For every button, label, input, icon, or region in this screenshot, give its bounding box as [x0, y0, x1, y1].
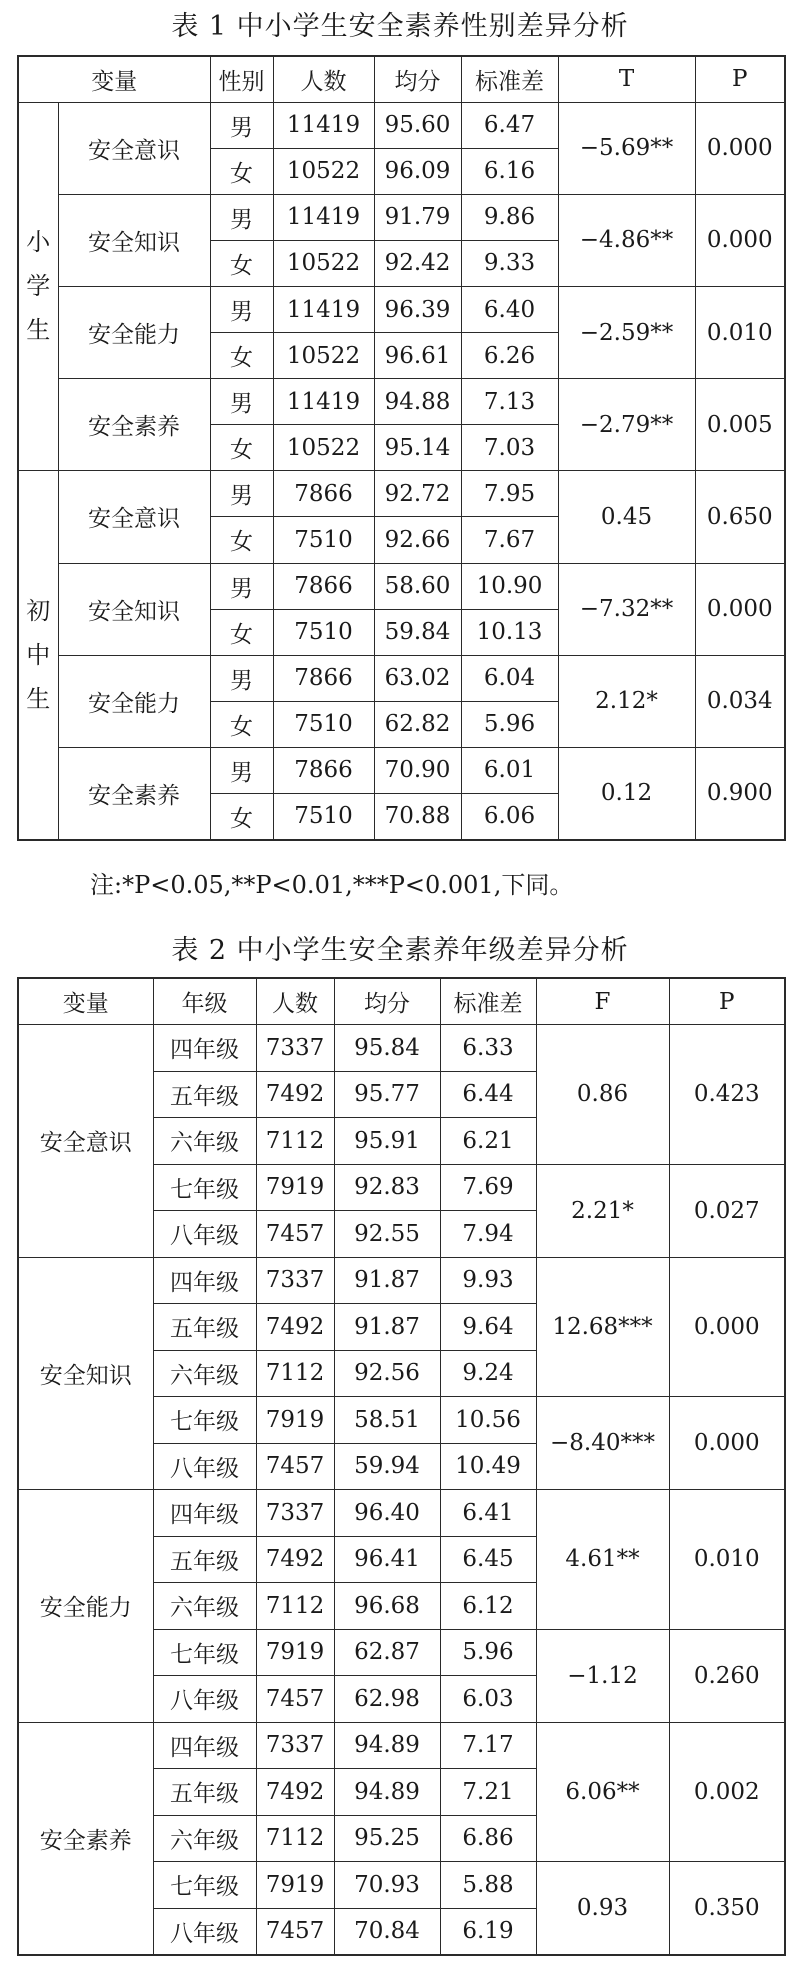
p-value: 0.350 — [669, 1862, 785, 1955]
table-row — [18, 102, 785, 148]
table-cell: 女 — [210, 609, 273, 655]
variable-label: 安全意识 — [58, 102, 210, 194]
table-cell: 95.84 — [334, 1025, 440, 1072]
table-cell: 7492 — [256, 1304, 334, 1351]
table-cell: 95.14 — [374, 425, 461, 471]
header-cell: F — [536, 978, 669, 1025]
table-cell: 63.02 — [374, 655, 461, 701]
table-cell: 96.39 — [374, 286, 461, 332]
table-cell: 7112 — [256, 1583, 334, 1630]
table-cell: 92.72 — [374, 471, 461, 517]
variable-label: 安全意识 — [18, 1025, 153, 1258]
t-value: −4.86** — [558, 194, 695, 286]
table-cell: 男 — [210, 471, 273, 517]
gender-difference-table — [17, 55, 786, 841]
table-cell: 七年级 — [153, 1397, 256, 1444]
p-value: 0.000 — [695, 102, 785, 194]
table-cell: 6.06 — [461, 794, 558, 840]
header-cell: 人数 — [256, 978, 334, 1025]
group-label: 小 学 生 — [18, 102, 58, 471]
table-cell: 7337 — [256, 1025, 334, 1072]
table-cell: 女 — [210, 701, 273, 747]
table-cell: 92.55 — [334, 1211, 440, 1258]
table-cell: 7337 — [256, 1257, 334, 1304]
table-cell: 7457 — [256, 1908, 334, 1955]
table-cell: 七年级 — [153, 1629, 256, 1676]
header-cell: P — [669, 978, 785, 1025]
header-cell: T — [558, 56, 695, 102]
table-cell: 62.87 — [334, 1629, 440, 1676]
table-cell: 四年级 — [153, 1025, 256, 1072]
table-cell: 94.89 — [334, 1769, 440, 1816]
table-cell: 7510 — [273, 701, 374, 747]
table-cell: 7492 — [256, 1536, 334, 1583]
table-cell: 92.66 — [374, 517, 461, 563]
table1-title: 表 1 中小学生安全素养性别差异分析 — [171, 11, 629, 42]
p-value: 0.260 — [669, 1629, 785, 1722]
table-cell: 10522 — [273, 148, 374, 194]
header-cell: P — [695, 56, 785, 102]
variable-label: 安全能力 — [58, 655, 210, 747]
f-value: 0.86 — [536, 1025, 669, 1165]
table-row — [18, 194, 785, 240]
table-cell: 70.88 — [374, 794, 461, 840]
p-value: 0.027 — [669, 1164, 785, 1257]
table-cell: 95.77 — [334, 1071, 440, 1118]
table-cell: 6.01 — [461, 747, 558, 793]
p-value: 0.002 — [669, 1722, 785, 1862]
table-cell: 7.17 — [440, 1722, 536, 1769]
table-row — [18, 379, 785, 425]
table-cell: 58.60 — [374, 563, 461, 609]
p-value: 0.423 — [669, 1025, 785, 1165]
table-cell: 七年级 — [153, 1164, 256, 1211]
table-cell: 四年级 — [153, 1490, 256, 1537]
table-cell: 9.86 — [461, 194, 558, 240]
p-value: 0.000 — [669, 1397, 785, 1490]
table-cell: 6.44 — [440, 1071, 536, 1118]
table-cell: 10522 — [273, 425, 374, 471]
table-cell: 男 — [210, 379, 273, 425]
t-value: 2.12* — [558, 655, 695, 747]
table-cell: 7457 — [256, 1676, 334, 1723]
table-cell: 96.09 — [374, 148, 461, 194]
table-cell: 59.94 — [334, 1443, 440, 1490]
p-value: 0.000 — [695, 563, 785, 655]
table-cell: 7919 — [256, 1164, 334, 1211]
group-label: 初 中 生 — [18, 471, 58, 840]
table-cell: 62.82 — [374, 701, 461, 747]
table-cell: 58.51 — [334, 1397, 440, 1444]
table-cell: 11419 — [273, 286, 374, 332]
table-cell: 7919 — [256, 1397, 334, 1444]
table-cell: 6.40 — [461, 286, 558, 332]
table-cell: 男 — [210, 194, 273, 240]
table-cell: 男 — [210, 286, 273, 332]
table-row — [18, 655, 785, 701]
table2-title: 表 2 中小学生安全素养年级差异分析 — [171, 935, 629, 966]
table1-header-row — [18, 56, 785, 102]
table-cell: 9.33 — [461, 240, 558, 286]
table-cell: 7.03 — [461, 425, 558, 471]
table-cell: 94.89 — [334, 1722, 440, 1769]
table-cell: 70.93 — [334, 1862, 440, 1909]
table-cell: 96.41 — [334, 1536, 440, 1583]
table-row — [18, 1257, 785, 1304]
table-row — [18, 563, 785, 609]
f-value: 12.68*** — [536, 1257, 669, 1397]
table-cell: 70.90 — [374, 747, 461, 793]
table-cell: 6.19 — [440, 1908, 536, 1955]
table-cell: 96.61 — [374, 333, 461, 379]
table-cell: 男 — [210, 102, 273, 148]
table-cell: 10522 — [273, 240, 374, 286]
table-cell: 10.13 — [461, 609, 558, 655]
table-cell: 7.21 — [440, 1769, 536, 1816]
significance-note: 注:*P<0.05,**P<0.01,***P<0.001,下同。 — [90, 871, 574, 899]
p-value: 0.000 — [669, 1257, 785, 1397]
t-value: −2.79** — [558, 379, 695, 471]
variable-label: 安全知识 — [18, 1257, 153, 1490]
table-cell: 95.25 — [334, 1815, 440, 1862]
t-value: −2.59** — [558, 286, 695, 378]
p-value: 0.650 — [695, 471, 785, 563]
table-cell: 女 — [210, 425, 273, 471]
table-cell: 6.33 — [440, 1025, 536, 1072]
table-cell: 八年级 — [153, 1443, 256, 1490]
table-cell: 5.96 — [440, 1629, 536, 1676]
table-cell: 7510 — [273, 794, 374, 840]
table-cell: 6.26 — [461, 333, 558, 379]
p-value: 0.900 — [695, 747, 785, 839]
table-cell: 91.87 — [334, 1304, 440, 1351]
table-row — [18, 1025, 785, 1072]
table-cell: 11419 — [273, 102, 374, 148]
header-cell: 标准差 — [440, 978, 536, 1025]
table-cell: 男 — [210, 655, 273, 701]
table-cell: 八年级 — [153, 1908, 256, 1955]
table-cell: 6.41 — [440, 1490, 536, 1537]
table-cell: 7.13 — [461, 379, 558, 425]
table-cell: 女 — [210, 148, 273, 194]
table-row — [18, 471, 785, 517]
table-cell: 7510 — [273, 517, 374, 563]
table-cell: 女 — [210, 794, 273, 840]
table-cell: 7.69 — [440, 1164, 536, 1211]
table-cell: 6.86 — [440, 1815, 536, 1862]
table-cell: 7.95 — [461, 471, 558, 517]
table-cell: 7.94 — [440, 1211, 536, 1258]
table-row — [18, 747, 785, 793]
header-cell: 变量 — [18, 978, 153, 1025]
table-cell: 91.79 — [374, 194, 461, 240]
p-value: 0.000 — [695, 194, 785, 286]
variable-label: 安全能力 — [18, 1490, 153, 1723]
table-cell: 96.40 — [334, 1490, 440, 1537]
table-cell: 11419 — [273, 379, 374, 425]
table-cell: 女 — [210, 240, 273, 286]
p-value: 0.005 — [695, 379, 785, 471]
table-cell: 五年级 — [153, 1536, 256, 1583]
table-cell: 9.24 — [440, 1350, 536, 1397]
p-value: 0.034 — [695, 655, 785, 747]
table-cell: 四年级 — [153, 1257, 256, 1304]
header-cell: 年级 — [153, 978, 256, 1025]
table-cell: 7866 — [273, 747, 374, 793]
t-value: 0.45 — [558, 471, 695, 563]
header-cell: 性别 — [210, 56, 273, 102]
variable-label: 安全知识 — [58, 194, 210, 286]
table-row — [18, 1490, 785, 1537]
variable-label: 安全素养 — [58, 747, 210, 839]
table-cell: 92.56 — [334, 1350, 440, 1397]
t-value: −5.69** — [558, 102, 695, 194]
table-cell: 男 — [210, 747, 273, 793]
table-cell: 6.12 — [440, 1583, 536, 1630]
table-cell: 四年级 — [153, 1722, 256, 1769]
table-cell: 62.98 — [334, 1676, 440, 1723]
table-cell: 7866 — [273, 655, 374, 701]
table-cell: 7919 — [256, 1862, 334, 1909]
table-cell: 7337 — [256, 1490, 334, 1537]
table-cell: 70.84 — [334, 1908, 440, 1955]
table-cell: 6.21 — [440, 1118, 536, 1165]
table-cell: 9.64 — [440, 1304, 536, 1351]
variable-label: 安全素养 — [58, 379, 210, 471]
f-value: −8.40*** — [536, 1397, 669, 1490]
table-cell: 八年级 — [153, 1676, 256, 1723]
table-cell: 7510 — [273, 609, 374, 655]
table-cell: 7457 — [256, 1443, 334, 1490]
table-row — [18, 286, 785, 332]
table-cell: 7919 — [256, 1629, 334, 1676]
table-cell: 六年级 — [153, 1350, 256, 1397]
f-value: 0.93 — [536, 1862, 669, 1955]
table-cell: 6.03 — [440, 1676, 536, 1723]
f-value: 4.61** — [536, 1490, 669, 1630]
variable-label: 安全意识 — [58, 471, 210, 563]
header-cell: 均分 — [334, 978, 440, 1025]
table-cell: 7492 — [256, 1071, 334, 1118]
table-cell: 7457 — [256, 1211, 334, 1258]
table-cell: 6.04 — [461, 655, 558, 701]
table-cell: 七年级 — [153, 1862, 256, 1909]
table-cell: 94.88 — [374, 379, 461, 425]
table-cell: 10.90 — [461, 563, 558, 609]
table-cell: 95.91 — [334, 1118, 440, 1165]
table-cell: 6.45 — [440, 1536, 536, 1583]
variable-label: 安全知识 — [58, 563, 210, 655]
table-cell: 91.87 — [334, 1257, 440, 1304]
table-cell: 10.49 — [440, 1443, 536, 1490]
table-cell: 男 — [210, 563, 273, 609]
table-cell: 7112 — [256, 1350, 334, 1397]
table-cell: 7866 — [273, 563, 374, 609]
table-cell: 女 — [210, 517, 273, 563]
grade-difference-table — [17, 977, 786, 1956]
table-cell: 92.83 — [334, 1164, 440, 1211]
p-value: 0.010 — [669, 1490, 785, 1630]
table-cell: 59.84 — [374, 609, 461, 655]
p-value: 0.010 — [695, 286, 785, 378]
table-cell: 7112 — [256, 1815, 334, 1862]
table-cell: 92.42 — [374, 240, 461, 286]
table-cell: 7492 — [256, 1769, 334, 1816]
table-cell: 7337 — [256, 1722, 334, 1769]
header-cell: 变量 — [18, 56, 210, 102]
variable-label: 安全素养 — [18, 1722, 153, 1955]
table-cell: 7.67 — [461, 517, 558, 563]
header-cell: 均分 — [374, 56, 461, 102]
variable-label: 安全能力 — [58, 286, 210, 378]
table-cell: 5.88 — [440, 1862, 536, 1909]
t-value: 0.12 — [558, 747, 695, 839]
table-cell: 八年级 — [153, 1211, 256, 1258]
f-value: 6.06** — [536, 1722, 669, 1862]
table-cell: 五年级 — [153, 1304, 256, 1351]
table-cell: 96.68 — [334, 1583, 440, 1630]
table2-header-row — [18, 978, 785, 1025]
table-cell: 五年级 — [153, 1769, 256, 1816]
table-cell: 六年级 — [153, 1583, 256, 1630]
table-cell: 5.96 — [461, 701, 558, 747]
table-cell: 6.16 — [461, 148, 558, 194]
table-row — [18, 1722, 785, 1769]
f-value: 2.21* — [536, 1164, 669, 1257]
table-cell: 6.47 — [461, 102, 558, 148]
table-cell: 9.93 — [440, 1257, 536, 1304]
t-value: −7.32** — [558, 563, 695, 655]
table-cell: 10.56 — [440, 1397, 536, 1444]
table-cell: 五年级 — [153, 1071, 256, 1118]
table-cell: 六年级 — [153, 1815, 256, 1862]
table-cell: 7112 — [256, 1118, 334, 1165]
table-cell: 六年级 — [153, 1118, 256, 1165]
table-cell: 10522 — [273, 333, 374, 379]
table-cell: 女 — [210, 333, 273, 379]
header-cell: 标准差 — [461, 56, 558, 102]
table-cell: 11419 — [273, 194, 374, 240]
header-cell: 人数 — [273, 56, 374, 102]
f-value: −1.12 — [536, 1629, 669, 1722]
table-cell: 7866 — [273, 471, 374, 517]
table-cell: 95.60 — [374, 102, 461, 148]
